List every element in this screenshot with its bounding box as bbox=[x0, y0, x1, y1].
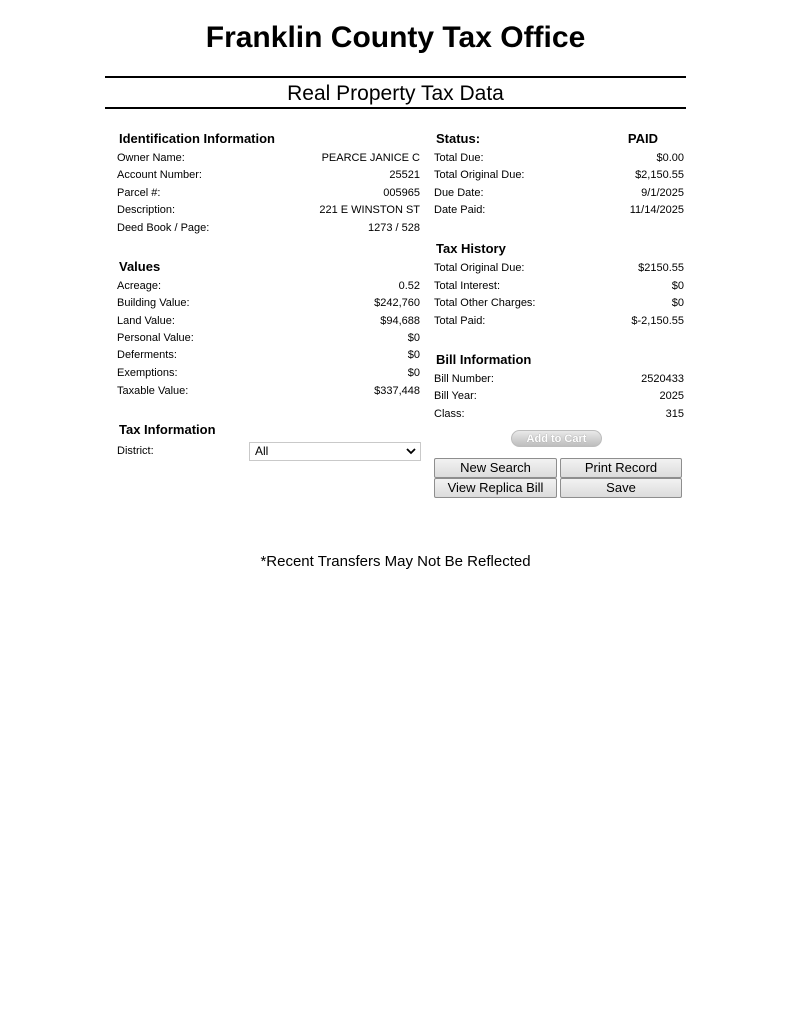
tax-information-heading: Tax Information bbox=[119, 422, 216, 437]
row-value: $242,760 bbox=[374, 297, 420, 309]
tax-history-heading: Tax History bbox=[436, 241, 506, 256]
row-label: Total Due: bbox=[434, 152, 484, 164]
history-total-paid-row bbox=[434, 314, 684, 328]
history-original-due-row bbox=[434, 261, 684, 275]
row-label: Parcel #: bbox=[117, 187, 161, 199]
header-rule-top bbox=[105, 76, 686, 78]
row-label: Total Other Charges: bbox=[434, 297, 536, 309]
row-value: 005965 bbox=[383, 187, 420, 199]
history-interest-row bbox=[434, 279, 684, 293]
date-paid-row bbox=[434, 203, 684, 217]
row-label: Taxable Value: bbox=[117, 385, 189, 397]
district-selected-value: All bbox=[255, 444, 269, 458]
row-value: PEARCE JANICE C bbox=[321, 152, 420, 164]
status-heading: Status: bbox=[436, 131, 481, 146]
chevron-down-icon bbox=[406, 443, 416, 460]
total-due-row bbox=[434, 151, 684, 165]
row-value: 2025 bbox=[659, 390, 684, 402]
row-label: Description: bbox=[117, 204, 176, 216]
row-label: Bill Number: bbox=[434, 373, 494, 385]
row-value: $-2,150.55 bbox=[631, 315, 684, 327]
row-value: 0.52 bbox=[398, 280, 420, 292]
account-number-row bbox=[117, 168, 420, 182]
row-label: Due Date: bbox=[434, 187, 484, 199]
row-label: Total Interest: bbox=[434, 280, 501, 292]
identification-heading: Identification Information bbox=[119, 131, 275, 146]
row-value: 2520433 bbox=[641, 373, 684, 385]
bill-number-row bbox=[434, 372, 684, 386]
row-label: Total Original Due: bbox=[434, 262, 525, 274]
bill-year-row bbox=[434, 389, 684, 403]
taxable-value-row bbox=[117, 384, 420, 398]
row-label: Exemptions: bbox=[117, 367, 178, 379]
class-row bbox=[434, 407, 684, 421]
district-row bbox=[117, 444, 237, 458]
row-label: Date Paid: bbox=[434, 204, 486, 216]
row-label: Class: bbox=[434, 408, 465, 420]
row-value: $0 bbox=[407, 349, 420, 361]
bill-information-heading: Bill Information bbox=[436, 352, 532, 367]
total-original-due-row bbox=[434, 168, 684, 182]
row-label: Total Paid: bbox=[434, 315, 486, 327]
row-value: 315 bbox=[665, 408, 684, 420]
row-label: Bill Year: bbox=[434, 390, 477, 402]
district-label: District: bbox=[117, 445, 154, 457]
owner-name-row bbox=[117, 151, 420, 165]
values-heading: Values bbox=[119, 259, 161, 274]
transfers-disclaimer: *Recent Transfers May Not Be Reflected bbox=[260, 553, 531, 570]
description-row bbox=[117, 203, 420, 217]
history-other-charges-row bbox=[434, 296, 684, 310]
row-label: Land Value: bbox=[117, 315, 175, 327]
new-search-button[interactable]: New Search bbox=[434, 458, 557, 478]
row-label: Account Number: bbox=[117, 169, 202, 181]
save-button[interactable]: Save bbox=[560, 478, 682, 498]
header-rule-bottom bbox=[105, 107, 686, 109]
land-value-row bbox=[117, 314, 420, 328]
page-subtitle: Real Property Tax Data bbox=[287, 82, 504, 105]
row-value: $0 bbox=[407, 367, 420, 379]
row-label: Acreage: bbox=[117, 280, 162, 292]
row-value: 1273 / 528 bbox=[368, 222, 420, 234]
row-value: 11/14/2025 bbox=[629, 204, 684, 216]
row-value: 25521 bbox=[389, 169, 420, 181]
row-label: Owner Name: bbox=[117, 152, 185, 164]
due-date-row bbox=[434, 186, 684, 200]
row-label: Deed Book / Page: bbox=[117, 222, 210, 234]
parcel-row bbox=[117, 186, 420, 200]
status-badge: PAID bbox=[627, 131, 658, 146]
personal-value-row bbox=[117, 331, 420, 345]
page-title: Franklin County Tax Office bbox=[205, 21, 586, 54]
row-value: $0.00 bbox=[656, 152, 684, 164]
exemptions-row bbox=[117, 366, 420, 380]
view-replica-bill-button[interactable]: View Replica Bill bbox=[434, 478, 557, 498]
row-value: $2,150.55 bbox=[635, 169, 684, 181]
add-to-cart-button[interactable]: Add to Cart bbox=[511, 430, 602, 447]
row-value: 221 E WINSTON ST bbox=[319, 204, 420, 216]
row-value: $337,448 bbox=[374, 385, 420, 397]
row-value: 9/1/2025 bbox=[641, 187, 684, 199]
row-value: $2150.55 bbox=[638, 262, 684, 274]
status-header bbox=[436, 131, 658, 147]
row-label: Building Value: bbox=[117, 297, 190, 309]
row-label: Total Original Due: bbox=[434, 169, 525, 181]
row-value: $94,688 bbox=[380, 315, 420, 327]
row-label: Personal Value: bbox=[117, 332, 194, 344]
print-record-button[interactable]: Print Record bbox=[560, 458, 682, 478]
district-select[interactable] bbox=[249, 442, 421, 461]
row-value: $0 bbox=[671, 280, 684, 292]
row-value: $0 bbox=[671, 297, 684, 309]
acreage-row bbox=[117, 279, 420, 293]
row-label: Deferments: bbox=[117, 349, 177, 361]
deferments-row bbox=[117, 348, 420, 362]
building-value-row bbox=[117, 296, 420, 310]
deed-book-row bbox=[117, 221, 420, 235]
row-value: $0 bbox=[407, 332, 420, 344]
